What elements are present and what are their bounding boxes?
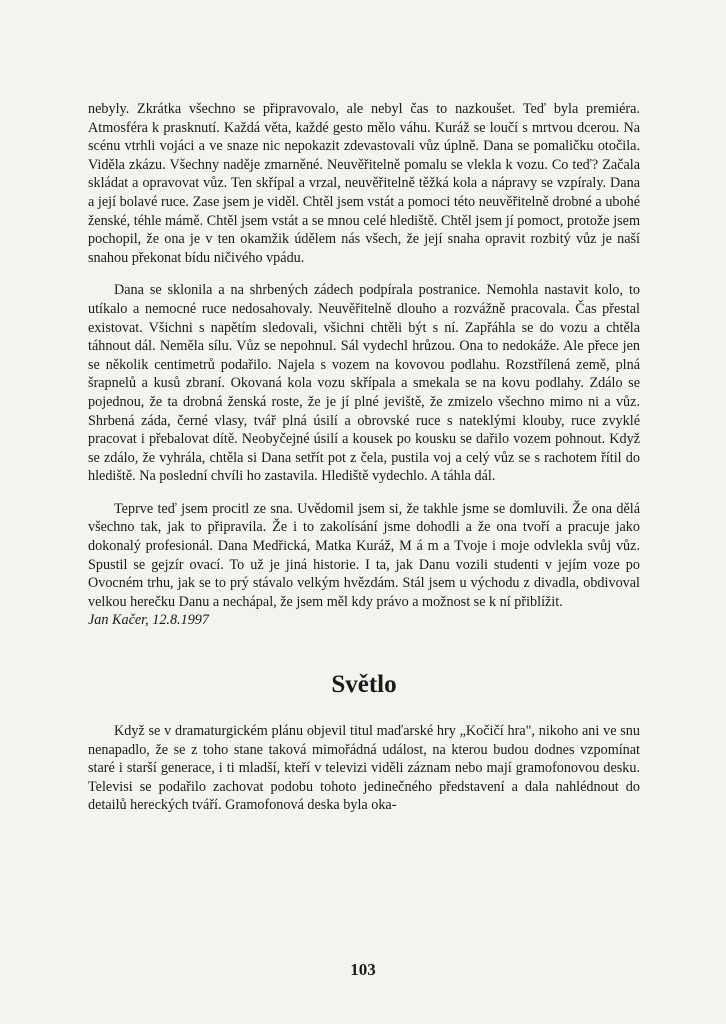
paragraph-1: nebyly. Zkrátka všechno se připravovalo, ale nebyl čas to nazkoušet. Teď byla premiéra. Atmosféra k prasknutí. Každá věta, každé gesto mělo váhu. Kuráž se loučí s mrtvou dcerou. Na scénu vtrhli vojáci a ve snaze nic nepokazit zdevastovali vůz úplně. Dana se pomaličku otočila. Viděla zkázu. Všechny naděje zmarněné. Neuvěřitelně pomalu se vlekla k vozu. Co teď? Začala skládat a opravovat vůz. Ten skřípal a vrzal, neuvěřitelně těžká kola a nápravy se vzpíraly. Dana a její bolavé ruce. Zase jsem je viděl. Chtěl jsem vstát a pomoci této neuvěřitelně drobné a ubohé ženské, téhle mámě. Chtěl jsem vstát a se mnou celé hlediště. Chtěl jsem jí pomoct, protože jsem pochopil, že ona je v ten okamžik údělem nás všech, že její snaha opravit rozbitý vůz je naší snahou překonat bídu ničivého vpádu. — [88, 101, 640, 266]
signature: Jan Kačer, 12.8.1997 — [88, 612, 209, 629]
paragraph-2: Dana se sklonila a na shrbených zádech podpírala postranice. Nemohla nastavit kolo, to utíkalo a nemocné ruce nedosahovaly. Neuvěřitelně dlouho a rozvážně pracovala. Čas přestal existovat. Všichni s napětím sledovali, všichni chtěli být s ní. Zapřáhla se do vozu a chtěla táhnout dál. Neměla sílu. Vůz se nepohnul. Sál vydechl hrůzou. Ona to nedokáže. Ale přece jen se několik centimetrů podařilo. Najela s vozem na kovovou podlahu. Rozstřílená země, plná šrapnelů a kusů zbraní. Okovaná kola vozu skřípala a smekala se na kovu podlahy. Zdálo se pojednou, že ta drobná ženská roste, že je jí plné jeviště, že zmizelo všechno mimo ni a vůz. Shrbená záda, černé vlasy, tvář plná úsilí a obrovské ruce s nateklými klouby, ruce zvyklé pracovat i přebalovat dítě. Neobyčejné úsilí a kousek po kousku se dařilo vozem pohnout. Když se zdálo, že vyhrála, chtěla si Dana setřít pot z čela, pustila voj a celý vůz se s rachotem řítil do hlediště. Na poslední chvíli ho zastavila. Hlediště vydechlo. A táhla dál. — [88, 282, 640, 485]
paragraph-3: Teprve teď jsem procitl ze sna. Uvědomil jsem si, že takhle jsme se domluvili. Že ona dělá všechno tak, jak to připravila. Že i to zakolísání jsme dohodli a že ona tvoří a pracuje jako dokonalý profesionál. Dana Medřická, Matka Kuráž, M á m a Tvoje i moje odvlekla svůj vůz. Spustil se gejzír ovací. To už je jiná historie. I ta, jak Danu vozili studenti v jejím voze po Ovocném trhu, jak se to prý stávalo velkým hvězdám. Stál jsem u východu z divadla, obdivoval velkou herečku Danu a nechápal, že jsem měl kdy právo a možnost se k ní přiblížit. — [88, 500, 640, 610]
page-number: 103 — [350, 960, 376, 979]
page-body — [88, 100, 640, 815]
section-heading: Světlo — [331, 671, 397, 699]
paragraph-4: Když se v dramaturgickém plánu objevil titul maďarské hry „Kočičí hra", nikoho ani ve snu nenapadlo, že se z toho stane taková mimořádná událost, na kterou budou dodnes vzpomínat staré i starší generace, i ti mladší, kteří v televizi viděli záznam nebo mají gramofonovou desku. Televisi se podařilo zachovat podobu tohoto jedinečného představení a dala nahlédnout do detailů hereckých tváří. Gramofonová deska byla oka- — [88, 723, 640, 814]
